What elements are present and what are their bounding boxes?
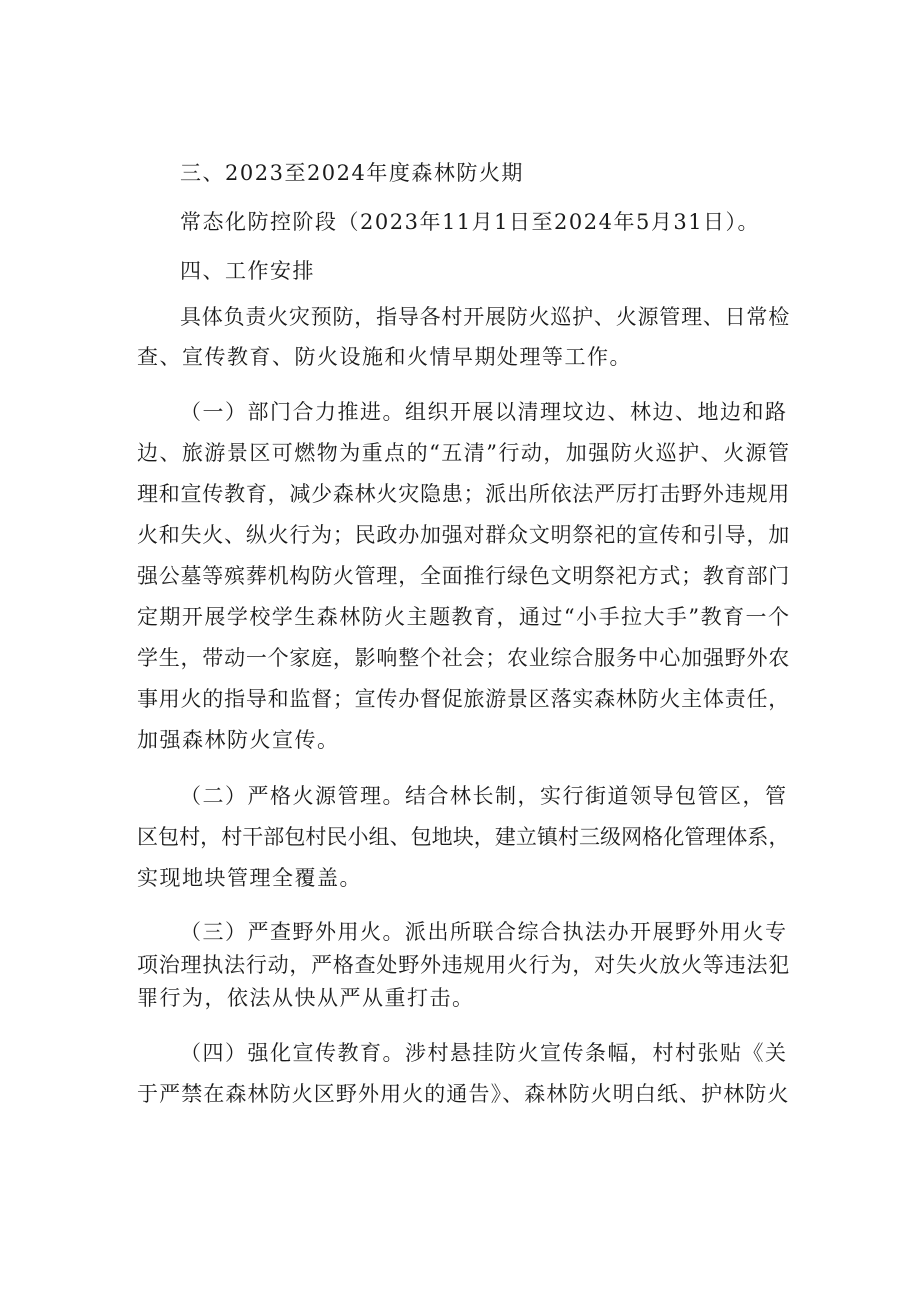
paragraph-1-line-1: （一）部门合力推进。组织开展以清理坟边、林边、地边和路 xyxy=(180,400,788,424)
paragraph-1-line-7: 学生，带动一个家庭，影响整个社会；农业综合服务中心加强野外农 xyxy=(137,646,790,670)
paragraph-4-line-1: （四）强化宣传教育。涉村悬挂防火宣传条幅，村村张贴《关 xyxy=(180,1041,788,1065)
paragraph-2-line-1: （二）严格火源管理。结合林长制，实行街道领导包管区，管 xyxy=(180,784,788,808)
paragraph-3-line-1: （三）严查野外用火。派出所联合综合执法办开展野外用火专 xyxy=(180,920,788,944)
paragraph-1-line-6: 定期开展学校学生森林防火主题教育，通过“小手拉大手”教育一个 xyxy=(137,605,791,629)
paragraph-3-line-2: 项治理执法行动，严格查处野外违规用火行为，对失火放火等违法犯 xyxy=(137,953,790,977)
paragraph-1-line-4: 火和失火、纵火行为；民政办加强对群众文明祭祀的宣传和引导，加 xyxy=(137,523,790,547)
paragraph-1-line-8: 事用火的指导和监督；宣传办督促旅游景区落实森林防火主体责任， xyxy=(137,687,790,711)
paragraph-1-line-2: 边、旅游景区可燃物为重点的“五清”行动，加强防火巡护、火源管 xyxy=(137,441,791,465)
period-description: 常态化防控阶段（2023年11月1日至2024年5月31日）。 xyxy=(180,210,761,234)
paragraph-3-line-3: 罪行为，依法从快从严从重打击。 xyxy=(137,986,475,1010)
paragraph-intro-line-1: 具体负责火灾预防，指导各村开展防火巡护、火源管理、日常检 xyxy=(180,305,790,329)
paragraph-2-line-2: 区包村，村干部包村民小组、包地块，建立镇村三级网格化管理体系， xyxy=(137,825,790,849)
paragraph-2-line-3: 实现地块管理全覆盖。 xyxy=(137,866,362,890)
section-heading-period: 三、2023至2024年度森林防火期 xyxy=(180,161,524,185)
section-heading-work-arrangement: 四、工作安排 xyxy=(180,259,315,283)
paragraph-1-line-9: 加强森林防火宣传。 xyxy=(137,728,340,752)
paragraph-1-line-3: 理和宣传教育，减少森林火灾隐患；派出所依法严厉打击野外违规用 xyxy=(137,482,790,506)
paragraph-4-line-2: 于严禁在森林防火区野外用火的通告》、森林防火明白纸、护林防火 xyxy=(137,1082,790,1106)
paragraph-intro-line-2: 查、宣传教育、防火设施和火情早期处理等工作。 xyxy=(137,345,632,369)
paragraph-1-line-5: 强公墓等殡葬机构防火管理，全面推行绿色文明祭祀方式；教育部门 xyxy=(137,564,790,588)
